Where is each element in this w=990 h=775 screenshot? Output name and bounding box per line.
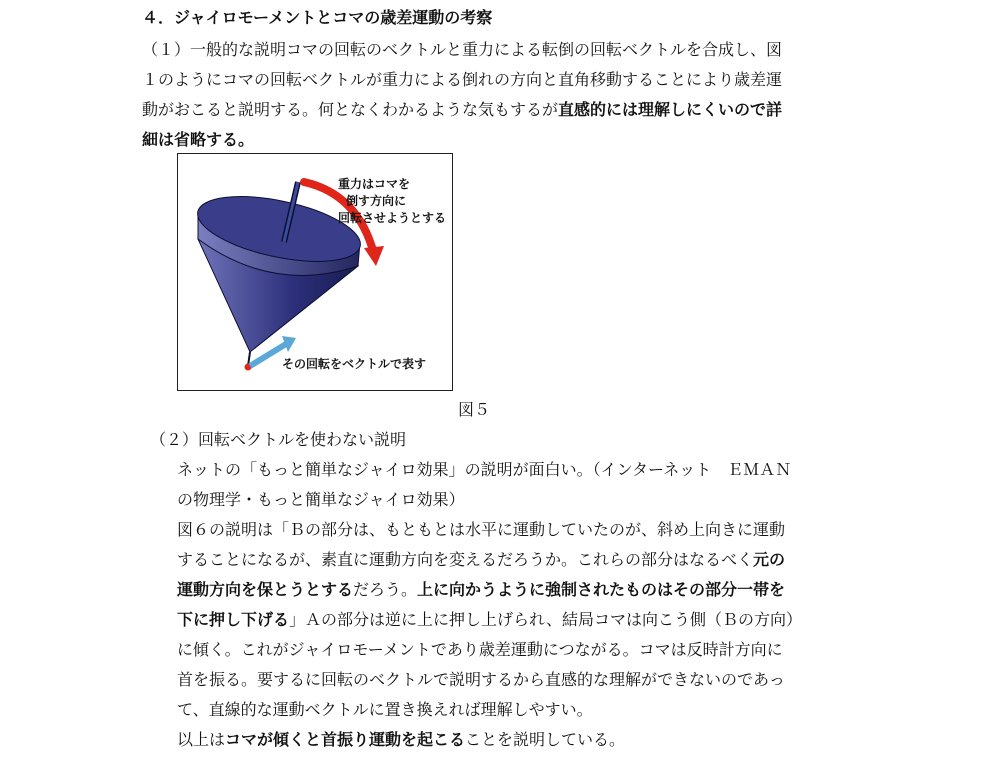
label-gravity-3: 回転させようとする	[338, 211, 447, 225]
p2-line-2: の物理学・もっと簡単なジャイロ効果）	[177, 490, 465, 509]
p2-line-7: に傾く。これがジャイロモーメントであり歳差運動につながる。コマは反時計方向に	[177, 640, 783, 659]
p2-line-10-normal-a: 以上は	[177, 730, 226, 749]
p2-line-4-bold: 元の	[753, 550, 786, 569]
p1-line-3-bold: 直感的には理解しにくいので詳	[558, 100, 783, 119]
p2-title: （２）回転ベクトルを使わない説明	[150, 430, 407, 449]
p2-line-9: て、直線的な運動ベクトルに置き換えれば理解しやすい。	[177, 700, 593, 719]
p2-line-6-bold: 下に押し下げる	[177, 610, 290, 629]
p2-line-4-normal: することになるが、素直に運動方向を変えるだろうか。これらの部分はなるべく	[177, 550, 754, 569]
p2-line-6-normal: 」Ａの部分は逆に上に押し上げられ、結局コマは向こう側（Ｂの方向）	[289, 610, 802, 629]
p2-line-5-bold-a: 運動方向を保とうとする	[177, 580, 354, 599]
p2-line-5-bold-b: 上に向かうように強制されたものはその部分一帯を	[417, 580, 786, 599]
p2-line-10-normal-b: ことを説明している。	[465, 730, 626, 749]
gravity-arrow-head	[364, 246, 384, 266]
label-gravity-1: 重力はコマを	[338, 177, 411, 191]
p2-line-1: ネットの「もっと簡単なジャイロ効果」の説明が面白い。（インターネット ＥＭＡＮ	[177, 460, 792, 479]
p1-line-1: （１）一般的な説明コマの回転のベクトルと重力による転倒の回転ベクトルを合成し、図	[142, 40, 783, 59]
figure-5	[177, 153, 453, 391]
p1-line-3-normal: 動がおこると説明する。何となくわかるような気もするが	[142, 100, 559, 119]
p1-line-3	[142, 100, 782, 120]
p2-line-5	[177, 580, 785, 600]
label-gravity-2: 倒す方向に	[346, 194, 407, 208]
p2-line-5-normal: だろう。	[353, 580, 418, 599]
figure-caption: 図５	[458, 400, 491, 419]
p2-line-8: 首を振る。要するに回転のベクトルで説明するから直感的な理解ができないのであっ	[177, 670, 785, 689]
section-heading: ４．ジャイロモーメントとコマの歳差運動の考察	[142, 8, 493, 27]
p2-line-10-bold: コマが傾くと首振り運動を起こる	[225, 730, 466, 749]
p2-line-10	[177, 730, 625, 750]
p1-line-4: 細は省略する。	[142, 130, 255, 149]
p1-line-2: １のようにコマの回転ベクトルが重力による倒れの方向と直角移動することにより歳差運	[142, 70, 783, 89]
spinning-top-diagram	[178, 154, 452, 390]
p2-line-6	[177, 610, 802, 630]
p2-line-4	[177, 550, 785, 570]
p2-line-3: 図６の説明は「Ｂの部分は、もともとは水平に運動していたのが、斜め上向きに運動	[177, 520, 786, 539]
label-rotation: その回転をベクトルで表す	[282, 357, 427, 371]
